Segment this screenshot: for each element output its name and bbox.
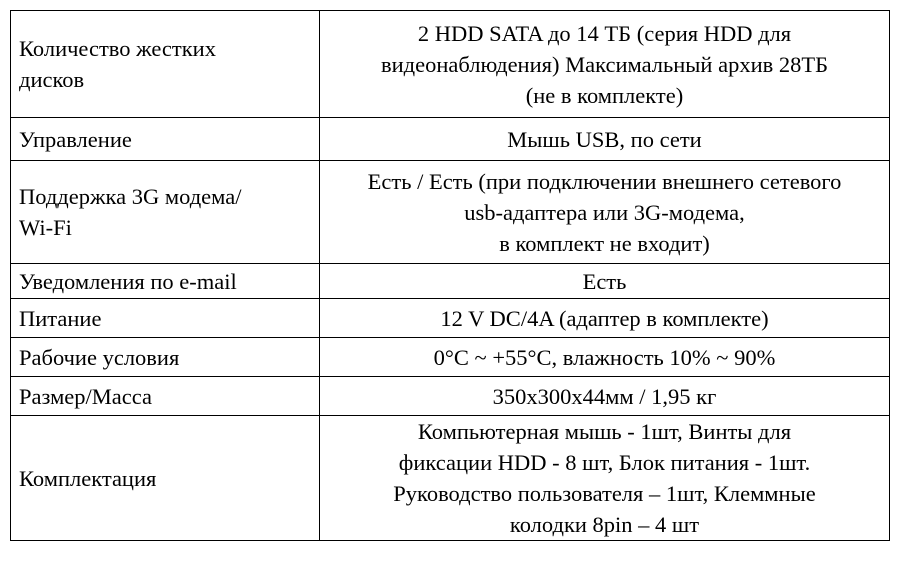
table-row bbox=[11, 118, 890, 161]
value-line: в комплект не входит) bbox=[499, 230, 710, 256]
row-value bbox=[320, 416, 890, 541]
label-line: Управление bbox=[19, 126, 132, 152]
row-label bbox=[11, 299, 320, 338]
label-line: Количество жестких bbox=[19, 36, 216, 61]
row-label bbox=[11, 416, 320, 541]
label-line: Размер/Масса bbox=[19, 383, 153, 409]
table-row bbox=[11, 377, 890, 416]
row-value bbox=[320, 118, 890, 161]
value-line: фиксации HDD - 8 шт, Блок питания - 1шт. bbox=[398, 450, 811, 475]
row-label bbox=[11, 264, 320, 299]
label-line: Комплектация bbox=[19, 465, 157, 491]
table-row bbox=[11, 161, 890, 264]
label-line: Поддержка 3G модема/ bbox=[19, 184, 242, 209]
row-label bbox=[11, 118, 320, 161]
row-value bbox=[320, 377, 890, 416]
row-value bbox=[320, 264, 890, 299]
value-line: 2 HDD SATA до 14 ТБ (серия HDD для bbox=[417, 20, 792, 46]
value-line: usb-адаптера или 3G-модема, bbox=[464, 199, 745, 225]
label-line: Wi-Fi bbox=[19, 215, 72, 240]
value-line: 350x300x44мм / 1,95 кг bbox=[492, 383, 717, 409]
value-line: колодки 8pin – 4 шт bbox=[509, 512, 700, 537]
row-label bbox=[11, 11, 320, 118]
value-line: видеонаблюдения) Максимальный архив 28ТБ bbox=[380, 51, 829, 77]
row-label bbox=[11, 377, 320, 416]
label-line: Уведомления по e-mail bbox=[19, 268, 237, 294]
value-line: Компьютерная мышь - 1шт, Винты для bbox=[417, 419, 792, 444]
row-value bbox=[320, 161, 890, 264]
value-line: 0°C ~ +55°C, влажность 10% ~ 90% bbox=[433, 344, 776, 370]
value-line: Есть / Есть (при подключении внешнего сетевого bbox=[367, 168, 842, 194]
label-line: Рабочие условия bbox=[19, 344, 180, 370]
table-row bbox=[11, 11, 890, 118]
row-value bbox=[320, 299, 890, 338]
row-label bbox=[11, 338, 320, 377]
table-row bbox=[11, 416, 890, 541]
value-line: 12 V DC/4A (адаптер в комплекте) bbox=[440, 305, 769, 331]
row-value bbox=[320, 338, 890, 377]
table-row bbox=[11, 338, 890, 377]
value-line: Руководство пользователя – 1шт, Клеммные bbox=[393, 481, 816, 506]
value-line: Есть bbox=[582, 268, 627, 294]
row-label bbox=[11, 161, 320, 264]
label-line: дисков bbox=[19, 67, 85, 92]
value-line: (не в комплекте) bbox=[525, 82, 684, 108]
spec-table bbox=[10, 10, 890, 541]
value-line: Мышь USB, по сети bbox=[507, 126, 702, 152]
table-row bbox=[11, 299, 890, 338]
table-row bbox=[11, 264, 890, 299]
label-line: Питание bbox=[19, 305, 102, 331]
row-value bbox=[320, 11, 890, 118]
